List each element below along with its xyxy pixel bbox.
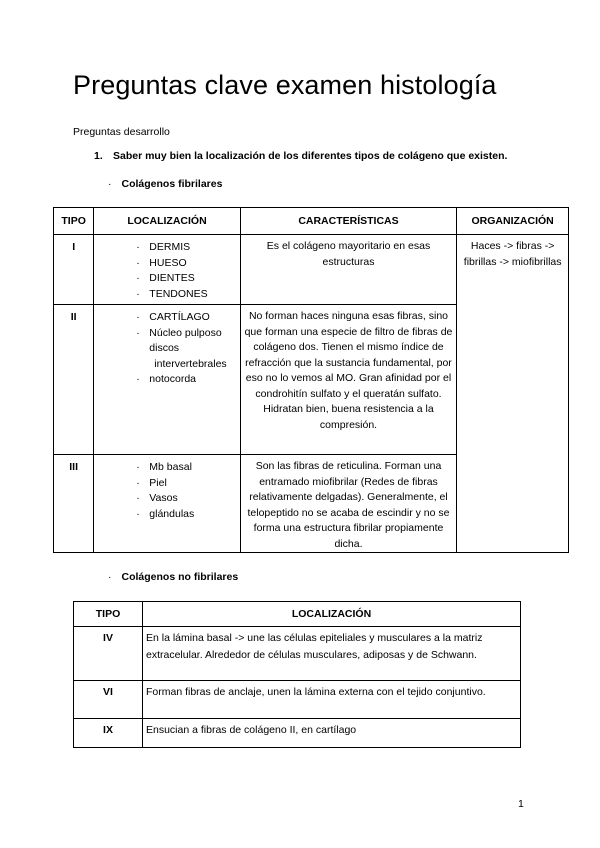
list-item: · glándulas [94, 507, 239, 523]
tipo-cell: VI [74, 681, 143, 719]
bullet-icon: · [136, 476, 140, 489]
list-item: · Mb basal [94, 460, 239, 476]
page-number: 1 [518, 798, 524, 810]
tipo-cell: II [54, 305, 94, 455]
list-item: · Piel [94, 476, 239, 492]
fibrilares-label: Colágenos fibrilares [121, 178, 223, 190]
page-title: Preguntas clave examen histología [73, 70, 497, 100]
bullet-icon: · [136, 326, 140, 339]
no-fibrilares-label: Colágenos no fibrilares [121, 571, 239, 583]
localizacion-cell: Ensucian a fibras de colágeno II, en cartílago [143, 719, 521, 748]
list-item: · notocorda [94, 372, 239, 388]
localizacion-cell: En la lámina basal -> une las células epiteliales y musculares a la matriz extracelular. Alrededor de células musculares, adiposas y de Schwann. [143, 627, 521, 681]
header-tipo: TIPO [74, 602, 143, 627]
header-tipo: TIPO [54, 208, 94, 235]
fibrilares-heading [108, 178, 222, 190]
bullet-icon: · [136, 241, 140, 253]
bullet-icon: · [108, 571, 112, 583]
no-fibrilares-heading [108, 571, 238, 583]
question-number: 1. [94, 150, 103, 162]
question-text: Saber muy bien la localización de los diferentes tipos de colágeno que existen. [113, 150, 508, 162]
list-item: · DERMIS [94, 240, 239, 256]
header-localizacion: LOCALIZACIÓN [143, 602, 521, 627]
tipo-cell: I [54, 235, 94, 305]
list-item: · Núcleo pulposo discos [136, 326, 222, 354]
list-item: · HUESO [94, 256, 239, 272]
header-caracteristicas: CARACTERÍSTICAS [240, 208, 457, 235]
localizacion-cell [94, 235, 240, 305]
bullet-icon: · [136, 492, 140, 504]
non-fibrilar-collagen-table [73, 601, 521, 748]
bullet-icon: · [108, 178, 112, 190]
caracteristicas-cell: Son las fibras de reticulina. Forman una entramado miofibrilar (Redes de fibras relativamente delgadas). Generalmente, el telopeptido no se acaba de escindir y no se forma una estructura fibrilar propiamente dicha. [240, 455, 457, 553]
tipo-cell: III [54, 455, 94, 553]
list-item: · CARTÍLAGO [94, 310, 239, 326]
table-row [54, 235, 569, 305]
localizacion-cell [94, 305, 240, 455]
table-row [74, 627, 521, 681]
bullet-icon: · [136, 272, 140, 284]
header-localizacion: LOCALIZACIÓN [94, 208, 240, 235]
caracteristicas-cell: No forman haces ninguna esas fibras, sino que forman una especie de filtro de fibras de colágeno dos. Tienen el mismo índice de refracción que la sustancia fundamental, por eso no lo vemos al MO. Gran afinidad por el condrohitín sulfato y el queratán sulfato. Hidratan bien, buena resistencia a la compresión. [240, 305, 457, 455]
tipo-cell: IX [74, 719, 143, 748]
bullet-icon: · [136, 461, 140, 473]
localizacion-cell [94, 455, 240, 553]
bullet-icon: · [136, 507, 140, 520]
list-item: · Vasos [94, 491, 239, 507]
list-item: · TENDONES [94, 287, 239, 303]
organizacion-cell: Haces -> fibras -> fibrillas -> miofibrillas [457, 235, 569, 553]
caracteristicas-cell: Es el colágeno mayoritario en esas estructuras [240, 235, 457, 305]
table-header-row [74, 602, 521, 627]
section-subtitle: Preguntas desarrollo [73, 126, 170, 138]
bullet-icon: · [136, 256, 140, 269]
list-item: · DIENTES [94, 271, 239, 287]
table-row [74, 719, 521, 748]
list-item: intervertebrales [154, 357, 227, 370]
header-organizacion: ORGANIZACIÓN [457, 208, 569, 235]
bullet-icon: · [136, 287, 140, 300]
bullet-icon: · [136, 311, 140, 323]
bullet-icon: · [136, 373, 140, 385]
table-row [74, 681, 521, 719]
tipo-cell: IV [74, 627, 143, 681]
table-header-row [54, 208, 569, 235]
localizacion-cell: Forman fibras de anclaje, unen la lámina externa con el tejido conjuntivo. [143, 681, 521, 719]
fibrilar-collagen-table [53, 207, 569, 553]
